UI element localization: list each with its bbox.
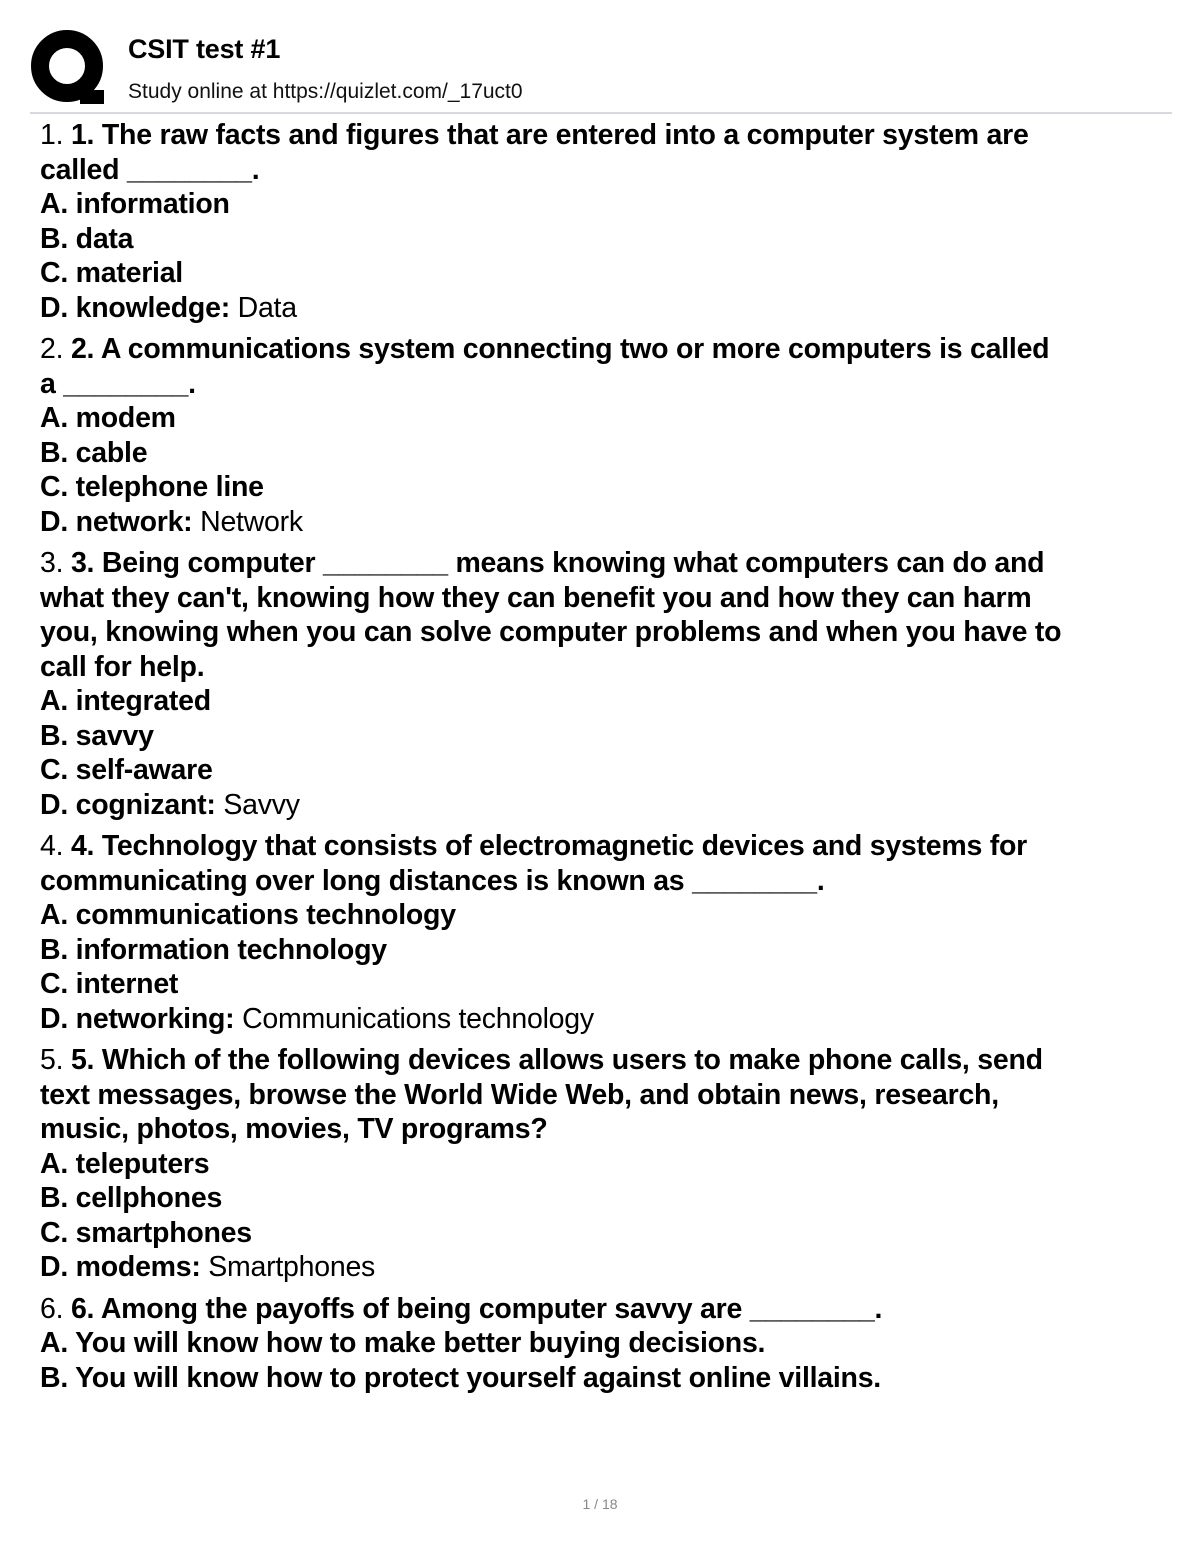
question-text-line [40,1043,1170,1078]
question-text: communicating over long distances is known as ________. [40,864,825,897]
question-text-line [40,829,1170,864]
question-text: 4. Technology that consists of electromagnetic devices and systems for [70,830,1027,862]
answer-option: A. teleputers [40,1147,210,1180]
answer-option-label: D. knowledge: [40,291,230,324]
question-text: 1. The raw facts and figures that are entered into a computer system are [70,119,1029,151]
question-text-line [40,1292,1170,1327]
question-number: 1. [40,119,64,151]
answer-option [40,1250,1170,1285]
answer-option: B. cellphones [40,1182,223,1214]
question-text-line [40,650,1170,685]
answer-option: B. information technology [40,933,387,966]
answer-option: A. You will know how to make better buying decisions. [40,1327,766,1359]
correct-answer: Smartphones [208,1251,376,1283]
question-text-line [40,367,1170,402]
question-item [40,332,1170,539]
question-text-line [40,118,1170,153]
question-list [40,118,1170,1402]
question-item [40,546,1170,822]
question-text: music, photos, movies, TV programs? [40,1113,548,1145]
page-title: CSIT test #1 [128,34,281,64]
question-text-line [40,864,1170,899]
question-number: 2. [40,333,64,365]
answer-option-label: D. networking: [40,1002,235,1035]
answer-option: A. communications technology [40,899,456,931]
answer-option: A. modem [40,402,176,434]
study-link[interactable]: Study online at https://quizlet.com/_17uct0 [128,80,523,103]
question-item [40,118,1170,325]
answer-option [40,788,1170,823]
answer-option: B. cable [40,436,148,469]
header-divider [30,112,1172,114]
question-text: 5. Which of the following devices allows users to make phone calls, send [70,1044,1043,1076]
question-text-line [40,581,1170,616]
answer-option-label: D. network: [40,505,193,538]
question-item [40,1043,1170,1285]
question-item [40,829,1170,1036]
question-number: 6. [40,1292,64,1325]
question-text-line [40,1112,1170,1147]
answer-option: B. savvy [40,719,154,752]
answer-option: B. data [40,222,134,255]
question-text: you, knowing when you can solve computer problems and when you have to [40,616,1062,648]
question-text: a ________. [40,367,196,400]
correct-answer: Data [237,291,297,324]
question-text-line [40,332,1170,367]
question-text-line [40,1078,1170,1113]
answer-option: B. You will know how to protect yourself against online villains. [40,1361,881,1394]
quizlet-logo-icon [30,28,108,106]
correct-answer: Savvy [223,788,300,821]
page-header [30,28,1170,108]
question-number: 3. [40,547,64,579]
answer-option: C. smartphones [40,1216,252,1249]
question-text-line [40,546,1170,581]
answer-option [40,291,1170,326]
question-text: called ________. [40,153,260,186]
answer-option: A. information [40,188,230,220]
question-text: call for help. [40,650,205,683]
answer-option: A. integrated [40,685,211,717]
answer-option [40,1002,1170,1037]
answer-option: C. internet [40,968,179,1000]
question-item [40,1292,1170,1396]
question-text: what they can't, knowing how they can benefit you and how they can harm [40,581,1032,614]
question-number: 4. [40,830,64,862]
question-text: 6. Among the payoffs of being computer savvy are ________. [70,1292,883,1325]
correct-answer: Network [200,505,303,538]
answer-option: C. material [40,257,183,289]
answer-option-label: D. cognizant: [40,788,216,821]
answer-option: C. self-aware [40,754,213,786]
question-number: 5. [40,1044,64,1076]
question-text-line [40,153,1170,188]
question-text: 3. Being computer ________ means knowing what computers can do and [70,547,1045,579]
correct-answer: Communications technology [242,1002,594,1035]
answer-option: C. telephone line [40,471,264,503]
answer-option [40,505,1170,540]
page-number: 1 / 18 [582,1496,618,1512]
question-text: 2. A communications system connecting two or more computers is called [70,333,1050,365]
question-text: text messages, browse the World Wide Web, and obtain news, research, [40,1078,999,1111]
question-text-line [40,615,1170,650]
answer-option-label: D. modems: [40,1251,201,1283]
